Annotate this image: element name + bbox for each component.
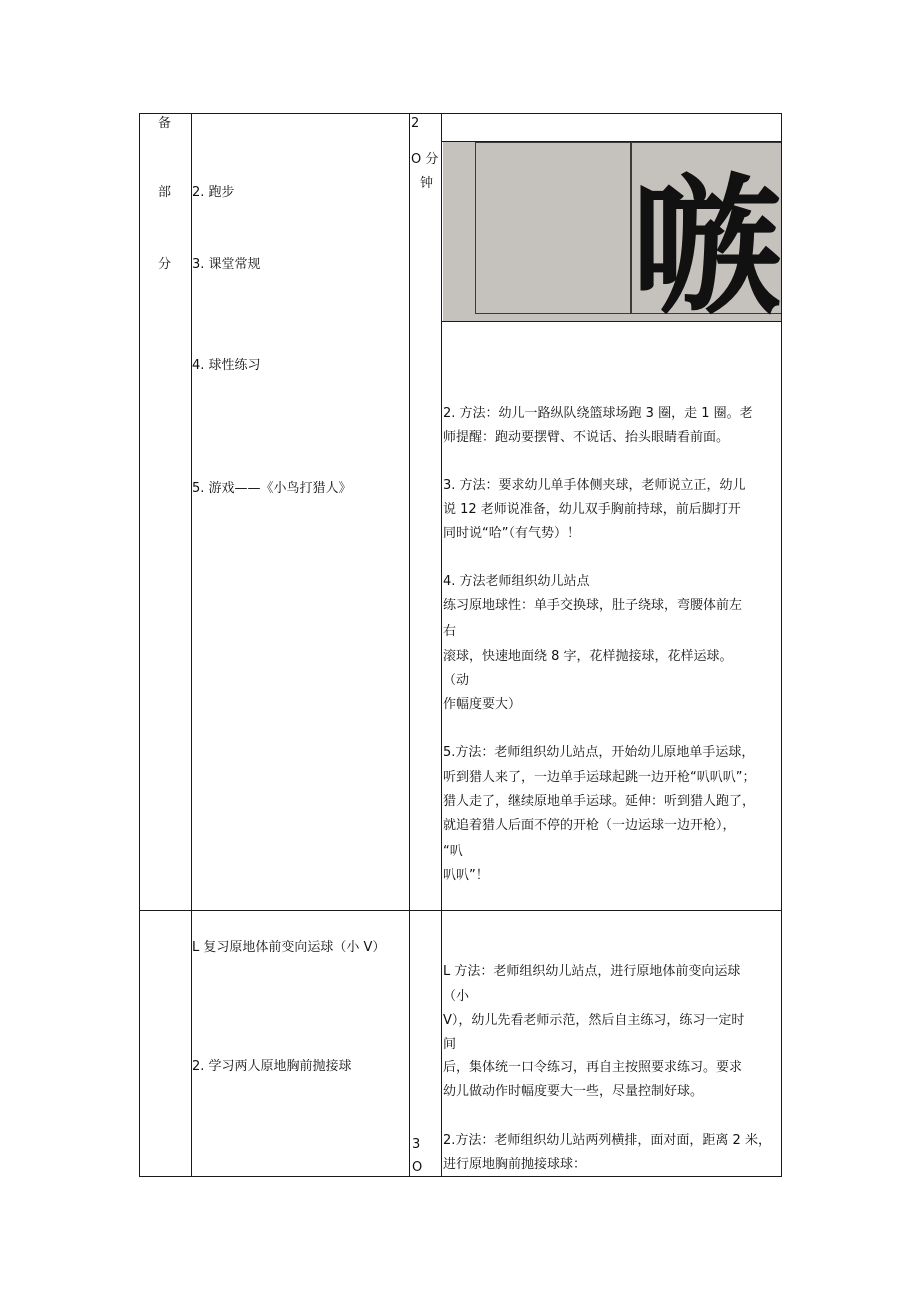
method-line: 滚球，快速地面绕 8 字，花样抛接球，花样运球。: [443, 649, 733, 664]
method-line: 3. 方法：要求幼儿单手体侧夹球，老师说立正，幼儿: [443, 478, 746, 493]
image-cell-bottom: [441, 321, 782, 322]
time-value: O 分: [411, 152, 439, 167]
method-line: 右: [443, 624, 457, 639]
col-border-left: [139, 113, 140, 1177]
method-line: 2. 方法：幼儿一路纵队绕篮球场跑 3 圈，走 1 圈。老: [443, 406, 753, 421]
method-line: 后，集体统一口令练习，再自主按照要求练习。要求: [443, 1060, 743, 1075]
section-label-char: 备: [158, 116, 172, 131]
method-line: 师提醒：跑动要摆臂、不说话、抬头眼睛看前面。: [443, 430, 730, 445]
time-unit: 钟: [420, 176, 434, 191]
method-line: 间: [443, 1037, 457, 1052]
activity-item: 2. 跑步: [192, 185, 235, 200]
time-value: 3: [412, 1137, 421, 1152]
method-line: 同时说“哈”（有气势）！: [443, 526, 580, 541]
method-line: 听到猎人来了，一边单手运球起跳一边开枪“叭叭叭”；: [443, 770, 756, 785]
table-top-border: [139, 113, 782, 114]
col-border-right: [781, 113, 782, 1177]
method-line: 叭叭”！: [443, 868, 489, 883]
activity-item: 3. 课堂常规: [192, 257, 261, 272]
activity-item: L 复习原地体前变向运球（小 V）: [192, 940, 386, 955]
method-line: V），幼儿先看老师示范，然后自主练习，练习一定时: [443, 1013, 745, 1028]
col-divider-2: [409, 113, 410, 1177]
method-line: 进行原地胸前抛接球球：: [443, 1157, 587, 1172]
method-line: 2.方法：老师组织幼儿站两列横排，面对面，距离 2 米，: [443, 1133, 771, 1148]
time-value: O: [412, 1160, 423, 1175]
method-line: 4. 方法老师组织幼儿站点: [443, 574, 590, 589]
section-label-char: 分: [158, 257, 172, 272]
method-line: 猎人走了，继续原地单手运球。延伸：听到猎人跑了，: [443, 794, 756, 809]
section-label-char: 部: [158, 185, 172, 200]
method-line: 作幅度要大）: [443, 697, 522, 712]
method-line: （动: [443, 673, 470, 688]
table-bottom-border: [139, 1176, 782, 1177]
diagram-image: [443, 142, 781, 321]
method-line: （小: [443, 989, 470, 1004]
method-line: 5.方法：老师组织幼儿站点，开始幼儿原地单手运球，: [443, 745, 755, 760]
method-line: 练习原地球性：单手交换球，肚子绕球，弯腰体前左: [443, 598, 743, 613]
method-line: L 方法：老师组织幼儿站点，进行原地体前变向运球: [443, 964, 741, 979]
image-panel-left: [475, 142, 632, 314]
image-glyph: 嗾: [631, 159, 781, 321]
method-line: 说 12 老师说准备，幼儿双手胸前持球，前后脚打开: [443, 502, 741, 517]
row-divider: [139, 910, 782, 911]
activity-item: 4. 球性练习: [192, 358, 261, 373]
method-line: 幼儿做动作时幅度要大一些，尽量控制好球。: [443, 1084, 704, 1099]
col-divider-3: [441, 113, 442, 1177]
method-line: 就追着猎人后面不停的开枪（一边运球一边开枪），: [443, 818, 736, 833]
method-line: “叭: [443, 844, 463, 859]
activity-item: 2. 学习两人原地胸前抛接球: [192, 1059, 352, 1074]
time-value: 2: [411, 116, 420, 131]
activity-item: 5. 游戏——《小鸟打猎人》: [192, 481, 352, 496]
